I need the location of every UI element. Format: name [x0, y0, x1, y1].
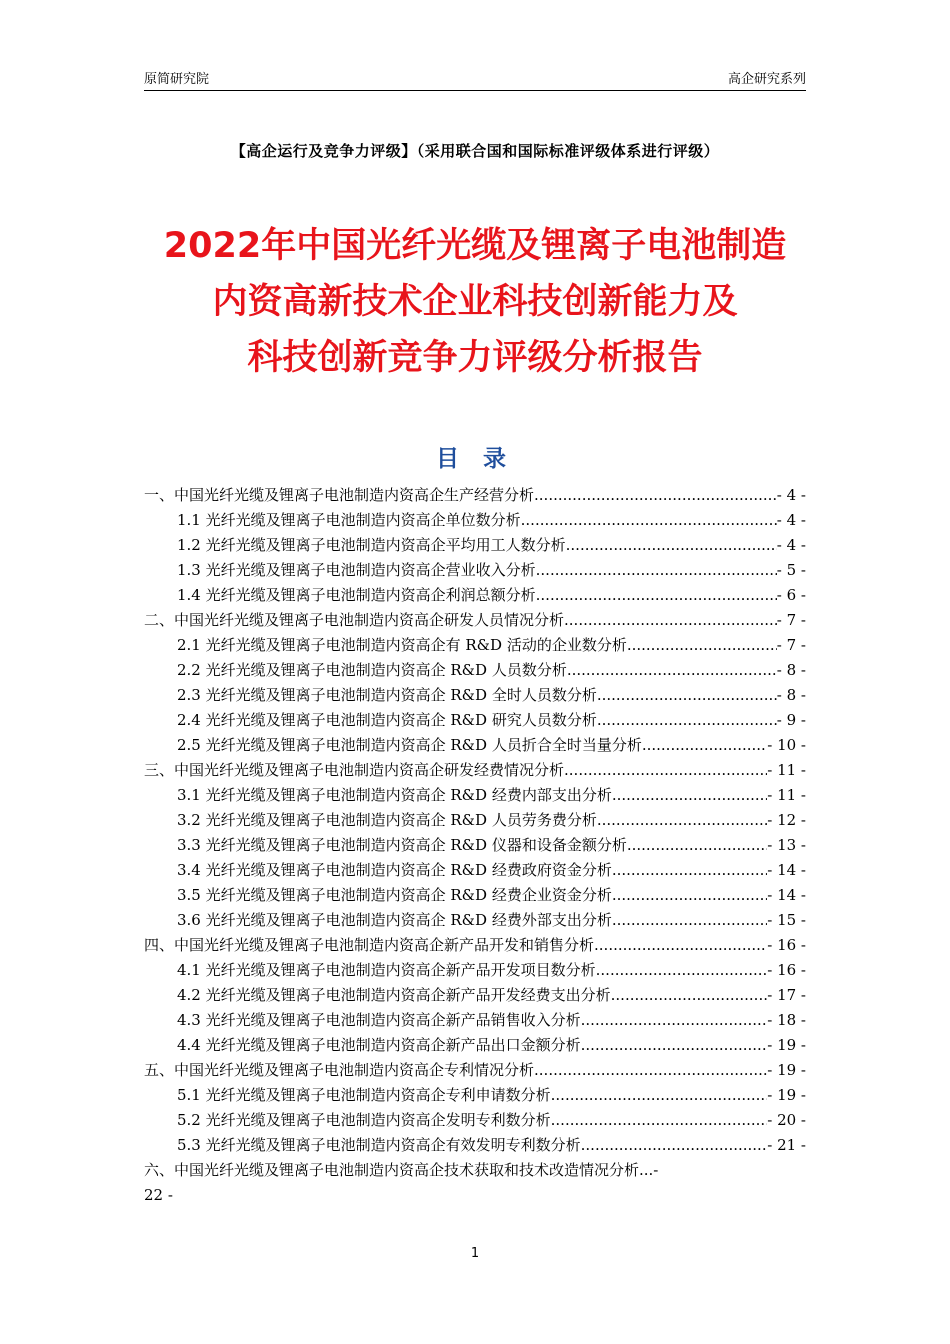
toc-leader-dots	[534, 1058, 767, 1083]
toc-entry-page: - 16 -	[767, 936, 806, 954]
title-line-2: 内资高新技术企业科技创新能力及	[212, 282, 738, 322]
toc-entry-title: 1.3 光纤光缆及锂离子电池制造内资高企营业收入分析	[177, 561, 536, 579]
toc-leader-dots	[597, 683, 777, 708]
toc-entry-page: - 5 -	[776, 561, 806, 579]
toc-entry[interactable]	[144, 933, 806, 958]
toc-entry-title: 4.4 光纤光缆及锂离子电池制造内资高企新产品出口金额分析	[177, 1036, 581, 1054]
toc-leader-dots	[566, 533, 777, 558]
toc-leader-dots	[581, 1133, 768, 1158]
header-series: 高企研究系列	[727, 72, 806, 87]
toc-subentry[interactable]	[144, 983, 806, 1008]
toc-entry-title: 2.4 光纤光缆及锂离子电池制造内资高企 R&D 研究人员数分析	[177, 711, 597, 729]
toc-leader-dots	[581, 1008, 768, 1033]
toc-leader-dots	[551, 1083, 768, 1108]
toc-leader-dots	[612, 883, 767, 908]
toc-subentry[interactable]	[144, 658, 806, 683]
toc-subentry[interactable]	[144, 558, 806, 583]
toc-entry-page: - 4 -	[776, 486, 806, 504]
toc-leader-dots	[564, 758, 767, 783]
toc-entry[interactable]	[144, 1158, 806, 1208]
toc-entry-page: - 14 -	[767, 886, 806, 904]
toc-heading: 目 录	[435, 446, 514, 472]
toc-entry-title: 5.2 光纤光缆及锂离子电池制造内资高企发明专利数分析	[177, 1111, 551, 1129]
toc-entry-title: 3.3 光纤光缆及锂离子电池制造内资高企 R&D 仪器和设备金额分析	[177, 836, 627, 854]
toc-entry-title: 五、中国光纤光缆及锂离子电池制造内资高企专利情况分析	[144, 1061, 535, 1079]
toc-subentry[interactable]	[144, 1008, 806, 1033]
toc-entry-page: - 19 -	[767, 1086, 806, 1104]
toc-entry-title: 5.3 光纤光缆及锂离子电池制造内资高企有效发明专利数分析	[177, 1136, 581, 1154]
toc-leader-dots	[611, 983, 768, 1008]
toc-subentry[interactable]	[144, 533, 806, 558]
toc-subentry[interactable]	[144, 1108, 806, 1133]
toc-entry-title: 3.4 光纤光缆及锂离子电池制造内资高企 R&D 经费政府资金分析	[177, 861, 612, 879]
toc-entry-title: 2.2 光纤光缆及锂离子电池制造内资高企 R&D 人员数分析	[177, 661, 567, 679]
toc-entry-page: - 16 -	[767, 961, 806, 979]
toc-subentry[interactable]	[144, 1133, 806, 1158]
toc-leader-dots	[612, 783, 767, 808]
toc-entry-title: 1.1 光纤光缆及锂离子电池制造内资高企单位数分析	[177, 511, 521, 529]
toc-entry-page: - 7 -	[776, 636, 806, 654]
page-header	[144, 66, 806, 91]
toc-entry-title: 一、中国光纤光缆及锂离子电池制造内资高企生产经营分析	[144, 486, 535, 504]
toc-leader-dots	[536, 583, 777, 608]
toc-subentry[interactable]	[144, 783, 806, 808]
toc-subentry[interactable]	[144, 583, 806, 608]
toc-entry-title: 4.2 光纤光缆及锂离子电池制造内资高企新产品开发经费支出分析	[177, 986, 611, 1004]
toc-entry-title: 2.5 光纤光缆及锂离子电池制造内资高企 R&D 人员折合全时当量分析	[177, 736, 642, 754]
toc-subentry[interactable]	[144, 683, 806, 708]
toc-entry-page: 22 -	[144, 1186, 173, 1204]
toc-entry-title: 1.2 光纤光缆及锂离子电池制造内资高企平均用工人数分析	[177, 536, 566, 554]
toc-entry[interactable]	[144, 483, 806, 508]
toc-subentry[interactable]	[144, 708, 806, 733]
toc-entry-page: - 13 -	[767, 836, 806, 854]
toc-leader-dots	[597, 708, 777, 733]
toc-entry-page: - 7 -	[776, 611, 806, 629]
toc-entry-page: - 11 -	[767, 761, 806, 779]
toc-entry-title: 1.4 光纤光缆及锂离子电池制造内资高企利润总额分析	[177, 586, 536, 604]
toc-subentry[interactable]	[144, 633, 806, 658]
toc-subentry[interactable]	[144, 508, 806, 533]
toc-entry-title: 四、中国光纤光缆及锂离子电池制造内资高企新产品开发和销售分析	[144, 936, 595, 954]
toc-leader-dots	[596, 958, 768, 983]
toc-leader-dots	[612, 858, 767, 883]
toc-leader-dots	[534, 483, 777, 508]
toc-leader-dots	[594, 933, 767, 958]
title-line-1: 2022年中国光纤光缆及锂离子电池制造	[163, 226, 787, 266]
toc-leader-dots	[642, 733, 767, 758]
toc-leader-dots	[521, 508, 777, 533]
toc-entry-title: 4.1 光纤光缆及锂离子电池制造内资高企新产品开发项目数分析	[177, 961, 596, 979]
toc-entry-title: 4.3 光纤光缆及锂离子电池制造内资高企新产品销售收入分析	[177, 1011, 581, 1029]
toc-entry-title: 5.1 光纤光缆及锂离子电池制造内资高企专利申请数分析	[177, 1086, 551, 1104]
toc-leader-dots	[627, 633, 777, 658]
toc-entry-title: 三、中国光纤光缆及锂离子电池制造内资高企研发经费情况分析	[144, 761, 565, 779]
toc-entry-page: - 19 -	[767, 1061, 806, 1079]
report-title	[100, 218, 850, 386]
toc-entry[interactable]	[144, 608, 806, 633]
toc-leader-dots	[551, 1108, 768, 1133]
toc-entry-title: 2.3 光纤光缆及锂离子电池制造内资高企 R&D 全时人员数分析	[177, 686, 597, 704]
toc-subentry[interactable]	[144, 1033, 806, 1058]
toc-entry-page: - 18 -	[767, 1011, 806, 1029]
toc-subentry[interactable]	[144, 883, 806, 908]
toc-entry-page: - 6 -	[776, 586, 806, 604]
toc-subentry[interactable]	[144, 958, 806, 983]
toc-entry-page: - 19 -	[767, 1036, 806, 1054]
toc-entry-page: - 4 -	[776, 536, 806, 554]
header-publisher: 原简研究院	[144, 72, 210, 87]
toc-leader-dots	[581, 1033, 768, 1058]
toc-leader-dots	[597, 808, 767, 833]
toc-leader-dots	[536, 558, 777, 583]
toc-entry-page: - 14 -	[767, 861, 806, 879]
toc-entry-title: 3.6 光纤光缆及锂离子电池制造内资高企 R&D 经费外部支出分析	[177, 911, 612, 929]
toc-subentry[interactable]	[144, 908, 806, 933]
toc-subentry[interactable]	[144, 833, 806, 858]
toc-entry-page: - 9 -	[776, 711, 806, 729]
toc-entry-page: - 4 -	[776, 511, 806, 529]
toc-entry-page: - 10 -	[767, 736, 806, 754]
toc-entry-page: - 20 -	[767, 1111, 806, 1129]
toc-entry-page: - 17 -	[767, 986, 806, 1004]
toc-leader-dots	[627, 833, 767, 858]
toc-entry-page: - 8 -	[776, 661, 806, 679]
toc-leader-dots	[564, 608, 777, 633]
toc-subentry[interactable]	[144, 1083, 806, 1108]
toc-entry-page: - 12 -	[767, 811, 806, 829]
toc-entry-title: 六、中国光纤光缆及锂离子电池制造内资高企技术获取和技术改造情况分析...-	[144, 1161, 659, 1179]
toc-subentry[interactable]	[144, 808, 806, 833]
toc-entry-title: 3.5 光纤光缆及锂离子电池制造内资高企 R&D 经费企业资金分析	[177, 886, 612, 904]
toc-entry[interactable]	[144, 1058, 806, 1083]
toc-leader-dots	[567, 658, 777, 683]
toc-entry[interactable]	[144, 758, 806, 783]
toc-entry-title: 二、中国光纤光缆及锂离子电池制造内资高企研发人员情况分析	[144, 611, 565, 629]
toc-entry-title: 3.1 光纤光缆及锂离子电池制造内资高企 R&D 经费内部支出分析	[177, 786, 612, 804]
toc-entry-page: - 21 -	[767, 1136, 806, 1154]
toc-entry-title: 3.2 光纤光缆及锂离子电池制造内资高企 R&D 人员劳务费分析	[177, 811, 597, 829]
toc-entry-page: - 11 -	[767, 786, 806, 804]
toc-entry-title: 2.1 光纤光缆及锂离子电池制造内资高企有 R&D 活动的企业数分析	[177, 636, 627, 654]
toc-entry-page: - 15 -	[767, 911, 806, 929]
report-subtitle: 【高企运行及竞争力评级】（采用联合国和国际标准评级体系进行评级）	[230, 142, 720, 160]
toc-subentry[interactable]	[144, 858, 806, 883]
table-of-contents	[144, 483, 806, 1208]
title-line-3: 科技创新竞争力评级分析报告	[247, 338, 703, 378]
page-number: 1	[470, 1246, 480, 1261]
toc-subentry[interactable]	[144, 733, 806, 758]
toc-leader-dots	[612, 908, 767, 933]
toc-entry-page: - 8 -	[776, 686, 806, 704]
